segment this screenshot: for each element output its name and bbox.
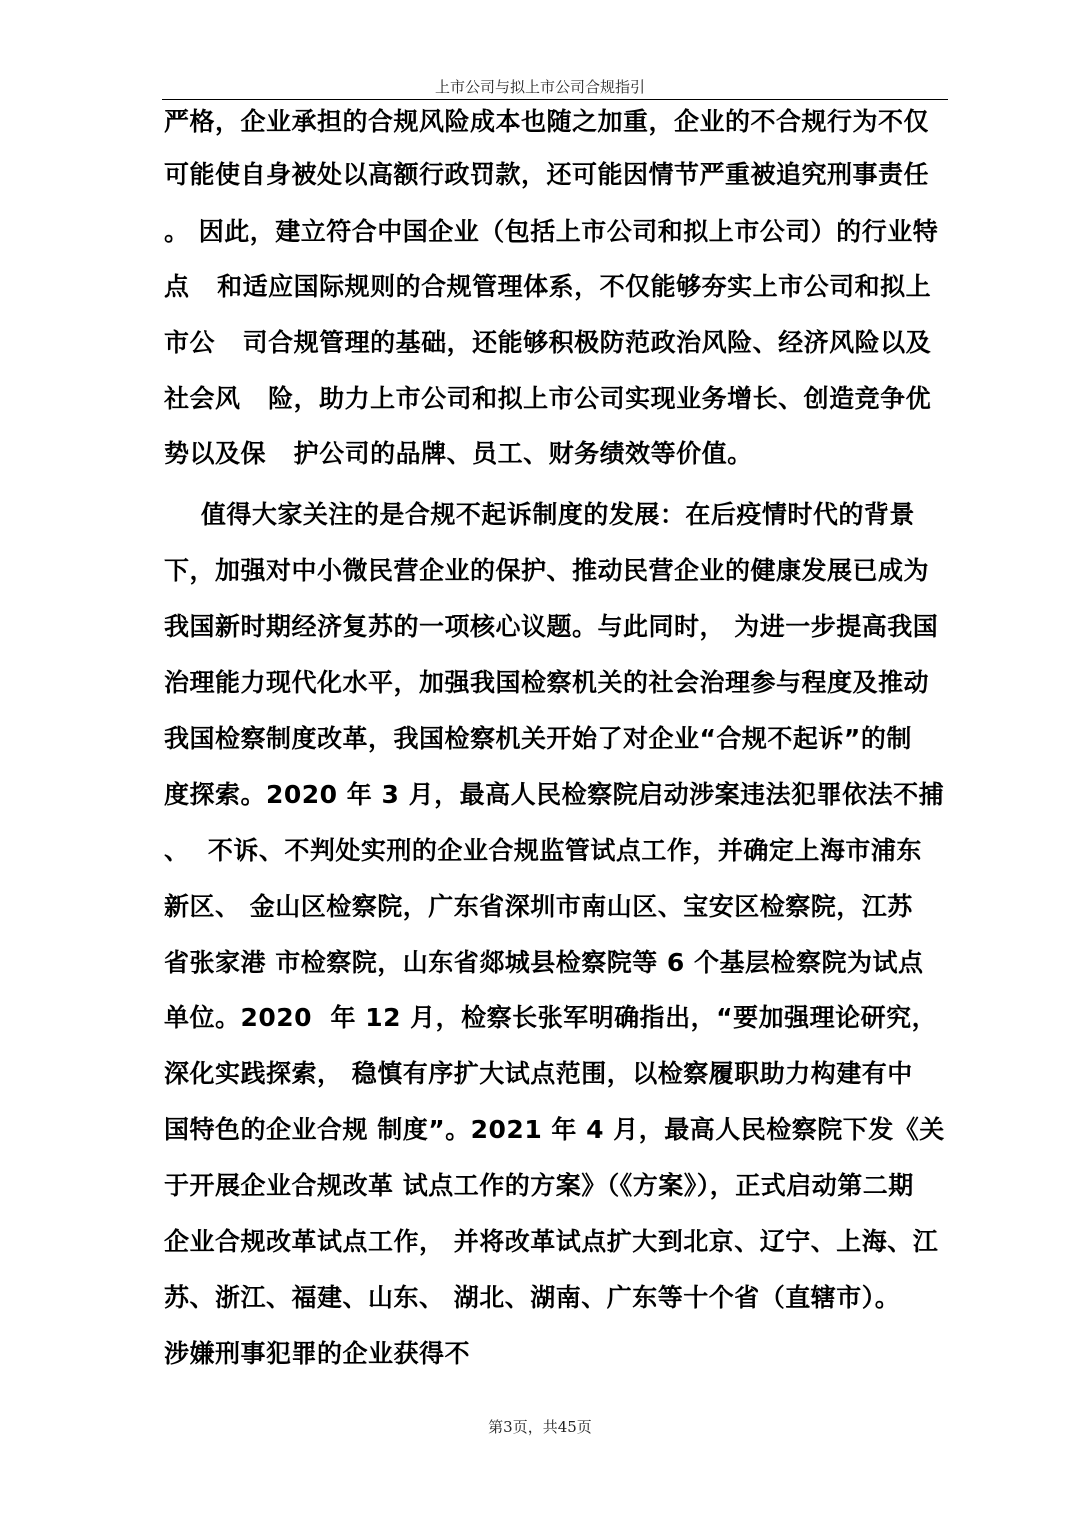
- text-line: 我国检察制度改革，我国检察机关开始了对企业“合规不起诉”的制: [164, 724, 912, 753]
- text-line: 深化实践探索， 稳慎有序扩大试点范围，以检察履职助力构建有中: [164, 1059, 913, 1088]
- text-line: 值得大家关注的是合规不起诉制度的发展：在后疫情时代的背景: [164, 500, 915, 529]
- text-line: 势以及保 护公司的品牌、员工、财务绩效等价值。: [164, 439, 753, 468]
- text-line: 度探索。2020 年 3 月，最高人民检察院启动涉案违法犯罪依法不捕: [164, 780, 945, 809]
- text-line: 下，加强对中小微民营企业的保护、推动民营企业的健康发展已成为: [164, 556, 930, 585]
- text-line: 治理能力现代化水平，加强我国检察机关的社会治理参与程度及推动: [164, 668, 930, 697]
- header-divider: [162, 99, 948, 100]
- text-line: 国特色的企业合规 制度”。2021 年 4 月，最高人民检察院下发《关: [164, 1115, 945, 1144]
- text-line: 苏、浙江、福建、山东、 湖北、湖南、广东等十个省（直辖市）。: [164, 1283, 901, 1312]
- running-header: 上市公司与拟上市公司合规指引: [434, 78, 645, 96]
- text-line: 企业合规改革试点工作， 并将改革试点扩大到北京、辽宁、上海、江: [164, 1227, 939, 1256]
- text-line: 点 和适应国际规则的合规管理体系，不仅能够夯实上市公司和拟上: [164, 272, 932, 301]
- text-line: 、 不诉、不判处实刑的企业合规监管试点工作，并确定上海市浦东: [164, 836, 922, 865]
- text-line: 。 因此，建立符合中国企业（包括上市公司和拟上市公司）的行业特: [164, 217, 939, 246]
- text-line: 单位。2020 年 12 月，检察长张军明确指出，“要加强理论研究，: [164, 1003, 938, 1032]
- text-line: 涉嫌刑事犯罪的企业获得不: [164, 1339, 471, 1368]
- text-line: 严格，企业承担的合规风险成本也随之加重，企业的不合规行为不仅: [164, 107, 930, 136]
- page-number: 第3页，共45页: [488, 1418, 592, 1436]
- text-line: 新区、 金山区检察院，广东省深圳市南山区、宝安区检察院，江苏: [164, 892, 913, 921]
- text-line: 我国新时期经济复苏的一项核心议题。与此同时， 为进一步提高我国: [164, 612, 939, 641]
- text-line: 可能使自身被处以高额行政罚款，还可能因情节严重被追究刑事责任: [164, 160, 930, 189]
- text-line: 于开展企业合规改革 试点工作的方案》（《方案》），正式启动第二期: [164, 1171, 914, 1200]
- text-line: 社会风 险，助力上市公司和拟上市公司实现业务增长、创造竞争优: [164, 384, 932, 413]
- text-line: 市公 司合规管理的基础，还能够积极防范政治风险、经济风险以及: [164, 328, 932, 357]
- text-line: 省张家港 市检察院，山东省郯城县检察院等 6 个基层检察院为试点: [164, 948, 924, 977]
